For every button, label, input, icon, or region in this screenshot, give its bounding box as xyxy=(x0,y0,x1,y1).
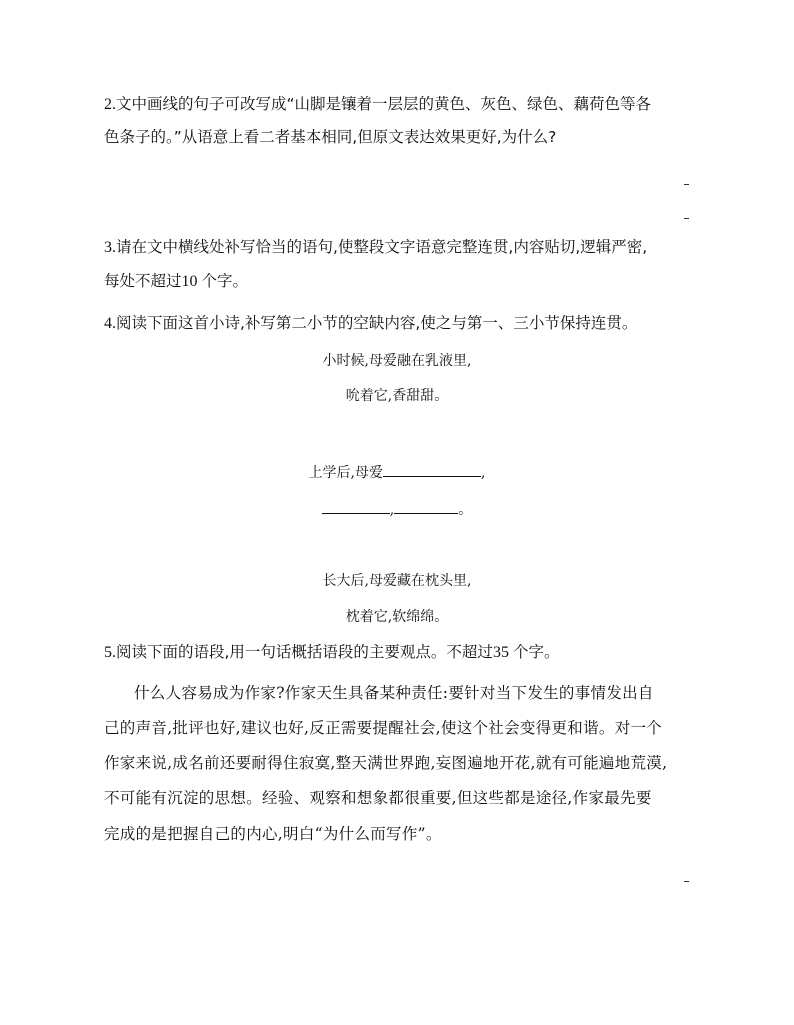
poem-stanza-3-line-2: 枕着它,软绵绵。 xyxy=(345,609,449,625)
passage-line-2: 己的声音,批评也好,建议也好,反正需要提醒社会,使这个社会变得更和谐。对一个 xyxy=(104,719,663,737)
poem-stanza-2-line-2 xyxy=(0,499,794,520)
poem-s2-prefix: 上学后,母爱 xyxy=(308,465,383,481)
poem-s2-comma-2: , xyxy=(389,502,395,518)
passage-line-4: 不可能有沉淀的思想。经验、观察和想象都很重要,但这些都是途径,作家最先要 xyxy=(104,789,652,807)
q3-text-2: 每处不超过 xyxy=(104,272,182,290)
q4-number: 4. xyxy=(104,315,116,332)
poem-s2-period: 。 xyxy=(458,502,473,518)
answer-dash-mark xyxy=(684,881,689,882)
q4-line-1 xyxy=(104,313,637,334)
poem-s2-comma: , xyxy=(481,465,486,481)
q3-text-1: 请在文中横线处补写恰当的语句,使整段文字语意完整连贯,内容贴切,逻辑严密, xyxy=(116,238,648,256)
q3-line-2 xyxy=(104,271,248,292)
q2-text-1: 文中画线的句子可改写成“山脚是镶着一层层的黄色、灰色、绿色、藕荷色等各 xyxy=(116,95,652,113)
passage-line-3: 作家来说,成名前还要耐得住寂寞,整天满世界跑,妄图遍地开花,就有可能遍地荒漠, xyxy=(104,754,668,772)
poem-blank-3[interactable] xyxy=(394,499,458,514)
q4-text-1: 阅读下面这首小诗,补写第二小节的空缺内容,使之与第一、三小节保持连贯。 xyxy=(116,314,638,332)
q5-text-2: 个字。 xyxy=(512,643,560,661)
answer-dash-mark xyxy=(684,218,689,219)
q5-line-1 xyxy=(104,642,559,663)
q2-line-1 xyxy=(104,94,651,115)
q5-text-1: 阅读下面的语段,用一句话概括语段的主要观点。不超过 xyxy=(116,643,493,661)
q3-line-1 xyxy=(104,237,647,258)
answer-dash-mark xyxy=(684,184,689,185)
q3-text-3: 个字。 xyxy=(201,272,249,290)
poem-blank-1[interactable] xyxy=(383,462,481,477)
q5-number: 5. xyxy=(104,644,116,661)
q5-word-limit: 35 xyxy=(492,644,509,661)
q3-number: 3. xyxy=(104,239,116,256)
passage-line-5: 完成的是把握自己的内心,明白“为什么而写作”。 xyxy=(104,825,442,843)
poem-blank-2[interactable] xyxy=(322,499,390,514)
q3-word-limit: 10 xyxy=(181,273,198,290)
q2-number: 2. xyxy=(104,96,116,113)
poem-stanza-3-line-1: 长大后,母爱藏在枕头里, xyxy=(322,573,472,589)
poem-stanza-1-line-1: 小时候,母爱融在乳液里, xyxy=(322,353,472,369)
passage-line-1: 什么人容易成为作家?作家天生具备某种责任:要针对当下发生的事情发出自 xyxy=(134,684,654,702)
q2-line-2: 色条子的。”从语意上看二者基本相同,但原文表达效果更好,为什么? xyxy=(104,128,557,146)
poem-stanza-1-line-2: 吮着它,香甜甜。 xyxy=(345,388,449,404)
poem-stanza-2-line-1 xyxy=(0,462,794,483)
